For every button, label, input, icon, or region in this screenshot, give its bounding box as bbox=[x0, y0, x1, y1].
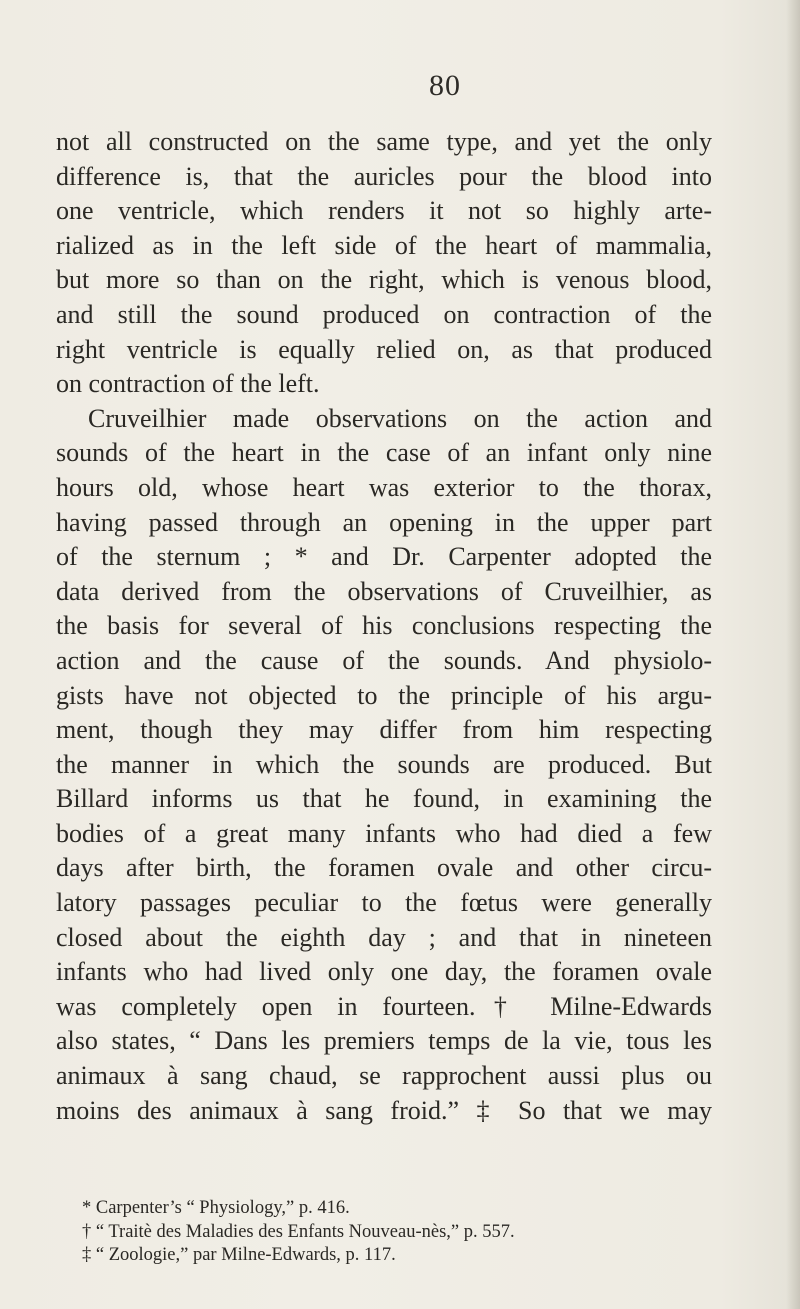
text-line: one ventricle, which renders it not so highly arte- bbox=[56, 196, 712, 226]
text-line: right ventricle is equally relied on, as that produced bbox=[56, 334, 712, 364]
text-line: Cruveilhier made observations on the action and bbox=[88, 403, 712, 433]
text-line: ment, though they may differ from him respecting bbox=[56, 715, 712, 745]
footnotes bbox=[72, 1197, 732, 1268]
text-line: not all constructed on the same type, and yet the only bbox=[56, 127, 712, 156]
text-line: and still the sound produced on contraction of the bbox=[56, 299, 712, 329]
text-line: Billard informs us that he found, in examining the bbox=[56, 784, 712, 814]
footnote: ‡ “ Zoologie,” par Milne-Edwards, p. 117. bbox=[82, 1245, 396, 1265]
text-line: the basis for several of his conclusions respecting the bbox=[56, 611, 712, 641]
text-line: rialized as in the left side of the heart of mammalia, bbox=[56, 230, 712, 260]
text-line: gists have not objected to the principle of his argu- bbox=[56, 680, 712, 710]
text-line: action and the cause of the sounds. And physiolo- bbox=[56, 645, 712, 675]
text-line: bodies of a great many infants who had died a few bbox=[56, 818, 712, 848]
text-line: hours old, whose heart was exterior to the thorax, bbox=[56, 472, 712, 502]
text-line: days after birth, the foramen ovale and other circu- bbox=[56, 853, 712, 883]
text-line: having passed through an opening in the upper part bbox=[56, 507, 712, 537]
footnote: * Carpenter’s “ Physiology,” p. 416. bbox=[82, 1198, 350, 1218]
text-line: was completely open in fourteen.† Milne-Edwards bbox=[56, 991, 712, 1021]
text-line: closed about the eighth day ; and that in nineteen bbox=[56, 922, 712, 952]
footnote: † “ Traitè des Maladies des Enfants Nouveau-nès,” p. 557. bbox=[82, 1221, 515, 1242]
text-line: animaux à sang chaud, se rapprochent aussi plus ou bbox=[56, 1061, 712, 1091]
text-line: of the sternum ; * and Dr. Carpenter adopted the bbox=[56, 542, 712, 572]
text-line: data derived from the observations of Cruveilhier, as bbox=[56, 576, 712, 606]
text-line: latory passages peculiar to the fœtus were generally bbox=[56, 888, 712, 918]
text-line: the manner in which the sounds are produced. But bbox=[56, 749, 712, 779]
text-line: also states, “ Dans les premiers temps de la vie, tous les bbox=[56, 1026, 712, 1056]
text-line: sounds of the heart in the case of an infant only nine bbox=[56, 438, 712, 468]
text-line: but more so than on the right, which is venous blood, bbox=[56, 265, 712, 295]
text-line: difference is, that the auricles pour the blood into bbox=[56, 161, 712, 191]
page-edge-shadow bbox=[786, 0, 800, 1309]
text-line: infants who had lived only one day, the foramen ovale bbox=[56, 957, 712, 987]
text-line: moins des animaux à sang froid.” ‡ So that we may bbox=[56, 1095, 712, 1125]
page-number: 80 bbox=[429, 69, 461, 102]
text-line: on contraction of the left. bbox=[56, 369, 320, 399]
body-text bbox=[56, 125, 712, 1128]
